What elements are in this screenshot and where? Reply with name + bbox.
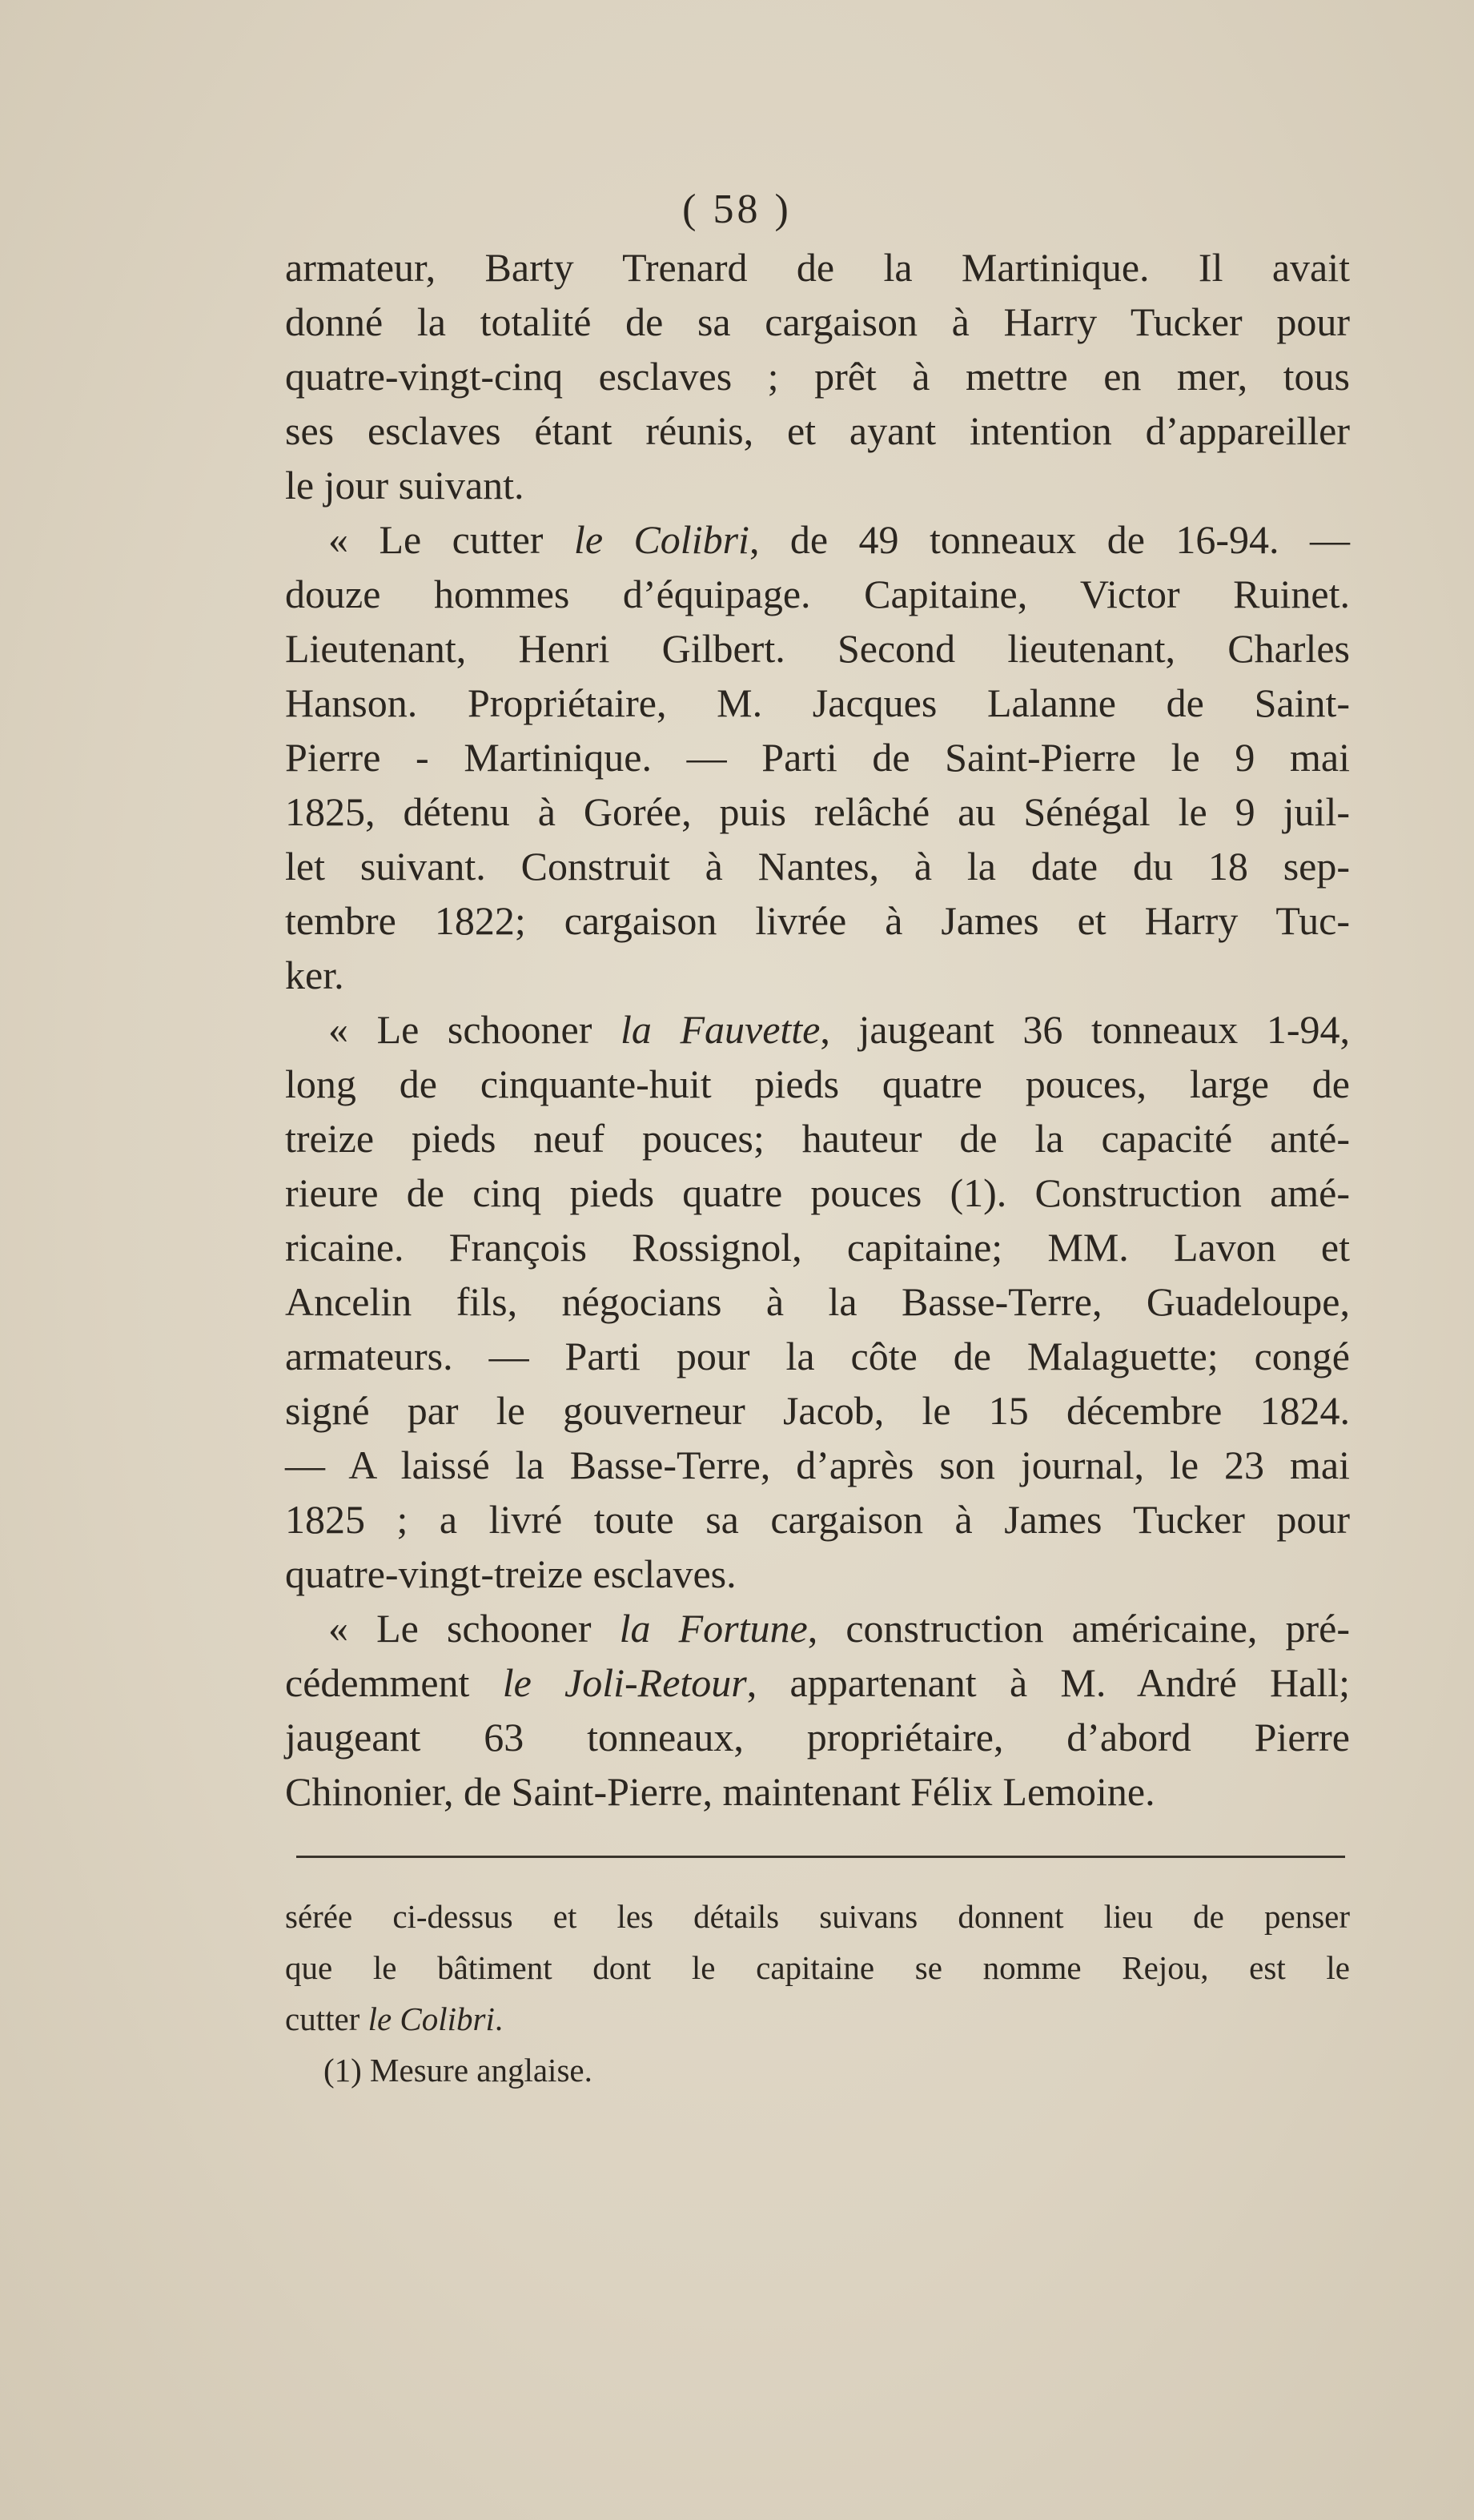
text-line — [285, 1438, 1350, 1492]
text-line — [285, 1710, 1350, 1764]
italic-text: le Colibri — [367, 2000, 495, 2037]
text-run: armateur, Barty Trenard de la Martinique. Il avait — [285, 245, 1350, 290]
text-run: « Le schooner — [328, 1606, 620, 1651]
text-line — [285, 621, 1350, 676]
text-run: cédemment — [285, 1660, 503, 1705]
text-run: Chinonier, de Saint-Pierre, maintenant Félix Lemoine. — [285, 1769, 1155, 1814]
text-line — [285, 1492, 1350, 1547]
text-run: « Le cutter — [328, 517, 574, 562]
italic-text: la Fortune — [619, 1606, 808, 1651]
text-run: donné la totalité de sa cargaison à Harry Tucker pour — [285, 299, 1350, 344]
text-line — [285, 1764, 1350, 1819]
text-run: Pierre - Martinique. — Parti de Saint-Pierre le 9 mai — [285, 735, 1350, 780]
text-line — [285, 1002, 1350, 1057]
text-run: douze hommes d’équipage. Capitaine, Victor Ruinet. — [285, 572, 1350, 616]
text-run: cutter — [285, 2000, 368, 2037]
text-run: (1) Mesure anglaise. — [323, 2052, 592, 2089]
text-run: rieure de cinq pieds quatre pouces (1). Construction amé- — [285, 1170, 1350, 1215]
text-run: , jaugeant 36 tonneaux 1-94, — [820, 1007, 1350, 1052]
text-run: Lieutenant, Henri Gilbert. Second lieutenant, Charles — [285, 626, 1350, 671]
text-line — [285, 458, 1350, 512]
footnote-line — [285, 1942, 1350, 1993]
footnote-separator-rule — [296, 1856, 1345, 1858]
footnote-line — [285, 2044, 1350, 2096]
italic-text: le Colibri — [573, 517, 749, 562]
text-line — [285, 1329, 1350, 1383]
text-run: armateurs. — Parti pour la côte de Malaguette; congé — [285, 1334, 1350, 1378]
text-line — [285, 1655, 1350, 1710]
text-line — [285, 403, 1350, 458]
text-run: , appartenant à M. André Hall; — [746, 1660, 1350, 1705]
text-run: Hanson. Propriétaire, M. Jacques Lalanne de Saint- — [285, 680, 1350, 725]
text-run: ker. — [285, 953, 344, 997]
text-run: quatre-vingt-treize esclaves. — [285, 1551, 737, 1596]
text-run: — A laissé la Basse-Terre, d’après son journal, le 23 mai — [285, 1443, 1350, 1487]
text-line — [285, 1220, 1350, 1274]
text-line — [285, 1111, 1350, 1166]
text-run: le jour suivant. — [285, 463, 524, 508]
italic-text: le Joli-Retour — [502, 1660, 747, 1705]
text-run: quatre-vingt-cinq esclaves ; prêt à mettre en mer, tous — [285, 354, 1350, 399]
text-run: sérée ci-dessus et les détails suivans donnent lieu de penser — [285, 1898, 1350, 1935]
text-run: ricaine. François Rossignol, capitaine; MM. Lavon et — [285, 1225, 1350, 1270]
text-run: 1825, détenu à Gorée, puis relâché au Sénégal le 9 juil- — [285, 789, 1350, 834]
page-number: ( 58 ) — [682, 187, 792, 232]
text-line — [285, 349, 1350, 403]
text-line — [285, 893, 1350, 948]
text-line — [285, 1166, 1350, 1220]
text-line — [285, 1057, 1350, 1111]
text-line — [285, 730, 1350, 784]
footnotes-block — [285, 1891, 1350, 2096]
italic-text: la Fauvette — [620, 1007, 821, 1052]
text-run: que le bâtiment dont le capitaine se nomme Rejou, est le — [285, 1949, 1350, 1986]
text-line — [285, 839, 1350, 893]
text-line — [285, 1383, 1350, 1438]
footnote-line — [285, 1891, 1350, 1942]
text-line — [285, 240, 1350, 295]
text-run: long de cinquante-huit pieds quatre pouces, large de — [285, 1061, 1350, 1106]
text-run: jaugeant 63 tonneaux, propriétaire, d’abord Pierre — [285, 1715, 1350, 1760]
text-run: 1825 ; a livré toute sa cargaison à James Tucker pour — [285, 1497, 1350, 1542]
footnote-line — [285, 1993, 1350, 2044]
text-run: treize pieds neuf pouces; hauteur de la capacité anté- — [285, 1116, 1350, 1161]
text-line — [285, 676, 1350, 730]
text-run: let suivant. Construit à Nantes, à la date du 18 sep- — [285, 844, 1350, 889]
text-run: tembre 1822; cargaison livrée à James et Harry Tuc- — [285, 898, 1350, 943]
text-line — [285, 948, 1350, 1002]
text-run: , construction américaine, pré- — [807, 1606, 1351, 1651]
text-line — [285, 1274, 1350, 1329]
text-line — [285, 1601, 1350, 1655]
text-run: Ancelin fils, négocians à la Basse-Terre, Guadeloupe, — [285, 1279, 1350, 1324]
text-run: ses esclaves étant réunis, et ayant intention d’appareiller — [285, 408, 1350, 453]
main-text-block — [285, 240, 1350, 1819]
text-run: « Le schooner — [328, 1007, 621, 1052]
text-run: signé par le gouverneur Jacob, le 15 décembre 1824. — [285, 1388, 1350, 1433]
text-line — [285, 1547, 1350, 1601]
text-line — [285, 567, 1350, 621]
text-line — [285, 295, 1350, 349]
text-run: . — [494, 2000, 504, 2037]
text-run: , de 49 tonneaux de 16-94. — — [749, 517, 1350, 562]
text-line — [285, 512, 1350, 567]
text-line — [285, 784, 1350, 839]
